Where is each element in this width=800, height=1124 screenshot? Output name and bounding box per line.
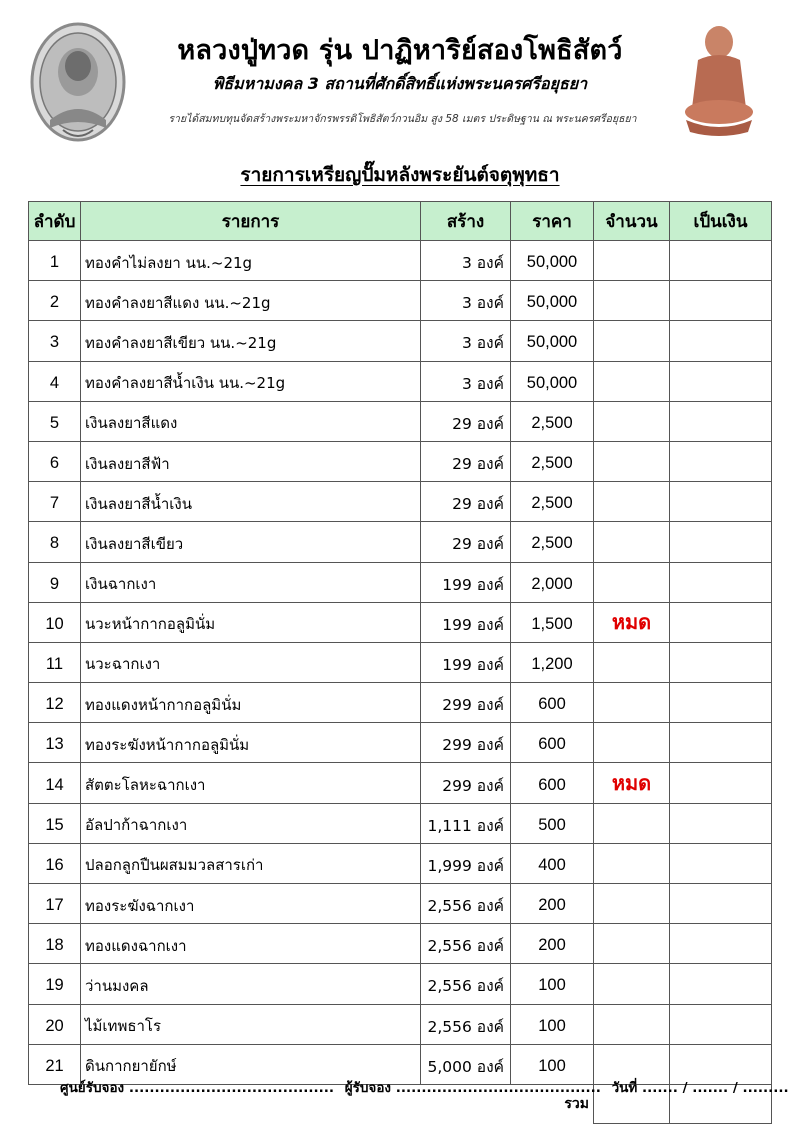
row-price: 1,200	[511, 642, 594, 682]
row-quantity-cell[interactable]	[594, 241, 670, 281]
row-made-count: 2,556 องค์	[421, 884, 511, 924]
row-number: 12	[29, 683, 81, 723]
table-row	[29, 281, 772, 321]
row-price: 500	[511, 803, 594, 843]
row-price: 600	[511, 723, 594, 763]
col-header-no: ลำดับ	[29, 202, 81, 241]
row-quantity-cell[interactable]	[594, 642, 670, 682]
row-amount-cell[interactable]	[670, 441, 772, 481]
row-made-count: 29 องค์	[421, 482, 511, 522]
row-amount-cell[interactable]	[670, 562, 772, 602]
row-price: 600	[511, 683, 594, 723]
row-item-name: ทองคำลงยาสีแดง นน.~21g	[81, 281, 421, 321]
row-quantity-cell[interactable]	[594, 441, 670, 481]
row-amount-cell[interactable]	[670, 281, 772, 321]
date-field[interactable]: วันที่ ....... / ....... / .........	[611, 1080, 789, 1096]
row-quantity-cell[interactable]	[594, 884, 670, 924]
col-header-price: ราคา	[511, 202, 594, 241]
row-item-name: ดินกากยายักษ์	[81, 1044, 421, 1084]
row-amount-cell[interactable]	[670, 884, 772, 924]
row-quantity-cell[interactable]	[594, 683, 670, 723]
row-number: 17	[29, 884, 81, 924]
soldout-mark: หมด	[611, 771, 652, 796]
row-item-name: เงินฉากเงา	[81, 562, 421, 602]
row-price: 50,000	[511, 281, 594, 321]
col-header-qty: จำนวน	[594, 202, 670, 241]
row-item-name: นวะหน้ากากอลูมินั่ม	[81, 602, 421, 642]
row-amount-cell[interactable]	[670, 723, 772, 763]
list-heading: รายการเหรียญปั๊มหลังพระยันต์จตุพุทธา	[240, 164, 560, 186]
row-made-count: 29 องค์	[421, 522, 511, 562]
row-item-name: นวะฉากเงา	[81, 642, 421, 682]
monk-statue-image	[676, 20, 762, 138]
table-row	[29, 683, 772, 723]
row-made-count: 3 องค์	[421, 361, 511, 401]
row-made-count: 29 องค์	[421, 441, 511, 481]
row-quantity-cell[interactable]	[594, 1004, 670, 1044]
row-made-count: 299 องค์	[421, 723, 511, 763]
row-made-count: 3 องค์	[421, 241, 511, 281]
row-item-name: เงินลงยาสีน้ำเงิน	[81, 482, 421, 522]
row-quantity-cell[interactable]	[594, 482, 670, 522]
table-row	[29, 482, 772, 522]
row-quantity-cell[interactable]	[594, 843, 670, 883]
table-row	[29, 924, 772, 964]
row-number: 13	[29, 723, 81, 763]
table-row	[29, 723, 772, 763]
row-number: 10	[29, 602, 81, 642]
row-amount-cell[interactable]	[670, 803, 772, 843]
row-number: 5	[29, 401, 81, 441]
col-header-item: รายการ	[81, 202, 421, 241]
row-amount-cell[interactable]	[670, 924, 772, 964]
row-price: 400	[511, 843, 594, 883]
total-label: รวม	[564, 1096, 589, 1113]
row-number: 21	[29, 1044, 81, 1084]
row-made-count: 29 องค์	[421, 401, 511, 441]
row-price: 2,500	[511, 401, 594, 441]
table-row	[29, 562, 772, 602]
row-quantity-cell[interactable]	[594, 803, 670, 843]
row-price: 1,500	[511, 602, 594, 642]
row-amount-cell[interactable]	[670, 522, 772, 562]
page-tagline: รายได้สมทบทุนจัดสร้างพระมหาจักรพรรดิโพธิสัตว์กวนอิม สูง 58 เมตร ประดิษฐาน ณ พระนครศรีอยุธยา	[168, 113, 637, 125]
row-amount-cell[interactable]	[670, 1004, 772, 1044]
row-number: 1	[29, 241, 81, 281]
row-quantity-cell[interactable]	[594, 401, 670, 441]
col-header-made: สร้าง	[421, 202, 511, 241]
row-number: 3	[29, 321, 81, 361]
soldout-mark: หมด	[611, 610, 652, 635]
row-price: 2,500	[511, 482, 594, 522]
row-made-count: 2,556 องค์	[421, 1004, 511, 1044]
receiver-field[interactable]: ผู้รับจอง ........................................	[344, 1080, 601, 1096]
row-price: 50,000	[511, 241, 594, 281]
row-made-count: 199 องค์	[421, 602, 511, 642]
row-quantity-cell[interactable]	[594, 321, 670, 361]
price-table	[28, 201, 772, 1124]
row-made-count: 1,111 องค์	[421, 803, 511, 843]
row-made-count: 1,999 องค์	[421, 843, 511, 883]
row-made-count: 2,556 องค์	[421, 964, 511, 1004]
row-item-name: ทองคำลงยาสีเขียว นน.~21g	[81, 321, 421, 361]
row-made-count: 299 องค์	[421, 763, 511, 803]
row-number: 7	[29, 482, 81, 522]
page-subtitle: พิธีมหามงคล 3 สถานที่ศักดิ์สิทธิ์แห่งพระนครศรีอยุธยา	[212, 74, 588, 93]
row-quantity-cell[interactable]	[594, 602, 670, 642]
booking-footer	[60, 1076, 789, 1098]
row-amount-cell[interactable]	[670, 361, 772, 401]
table-row	[29, 884, 772, 924]
row-price: 100	[511, 1004, 594, 1044]
row-made-count: 5,000 องค์	[421, 1044, 511, 1084]
table-row	[29, 361, 772, 401]
table-row	[29, 321, 772, 361]
row-item-name: ทองระฆังหน้ากากอลูมินั่ม	[81, 723, 421, 763]
row-made-count: 2,556 องค์	[421, 924, 511, 964]
table-row	[29, 441, 772, 481]
row-item-name: สัตตะโลหะฉากเงา	[81, 763, 421, 803]
row-amount-cell[interactable]	[670, 683, 772, 723]
row-number: 2	[29, 281, 81, 321]
table-row	[29, 401, 772, 441]
row-number: 19	[29, 964, 81, 1004]
row-amount-cell[interactable]	[670, 602, 772, 642]
row-made-count: 199 องค์	[421, 562, 511, 602]
row-item-name: เงินลงยาสีฟ้า	[81, 441, 421, 481]
row-number: 4	[29, 361, 81, 401]
row-quantity-cell[interactable]	[594, 964, 670, 1004]
row-made-count: 199 องค์	[421, 642, 511, 682]
row-amount-cell[interactable]	[670, 964, 772, 1004]
row-price: 100	[511, 1044, 594, 1084]
row-amount-cell[interactable]	[670, 843, 772, 883]
row-quantity-cell[interactable]	[594, 763, 670, 803]
row-quantity-cell[interactable]	[594, 361, 670, 401]
row-price: 50,000	[511, 321, 594, 361]
row-number: 8	[29, 522, 81, 562]
table-row	[29, 642, 772, 682]
table-row	[29, 522, 772, 562]
row-item-name: ว่านมงคล	[81, 964, 421, 1004]
row-amount-cell[interactable]	[670, 321, 772, 361]
row-quantity-cell[interactable]	[594, 723, 670, 763]
row-amount-cell[interactable]	[670, 482, 772, 522]
row-number: 18	[29, 924, 81, 964]
row-price: 200	[511, 884, 594, 924]
row-item-name: ทองระฆังฉากเงา	[81, 884, 421, 924]
row-made-count: 3 องค์	[421, 281, 511, 321]
row-item-name: เงินลงยาสีเขียว	[81, 522, 421, 562]
row-price: 2,000	[511, 562, 594, 602]
row-number: 9	[29, 562, 81, 602]
row-price: 2,500	[511, 441, 594, 481]
row-price: 50,000	[511, 361, 594, 401]
row-item-name: อัลปาก้าฉากเงา	[81, 803, 421, 843]
row-amount-cell[interactable]	[670, 241, 772, 281]
row-item-name: ทองคำไม่ลงยา นน.~21g	[81, 241, 421, 281]
row-number: 16	[29, 843, 81, 883]
row-amount-cell[interactable]	[670, 763, 772, 803]
row-item-name: ทองแดงหน้ากากอลูมินั่ม	[81, 683, 421, 723]
table-row	[29, 602, 772, 642]
table-row	[29, 1004, 772, 1044]
row-quantity-cell[interactable]	[594, 562, 670, 602]
row-made-count: 3 องค์	[421, 321, 511, 361]
page-title: หลวงปู่ทวด รุ่น ปาฏิหาริย์สองโพธิสัตว์	[177, 35, 623, 66]
row-quantity-cell[interactable]	[594, 281, 670, 321]
table-row	[29, 241, 772, 281]
amulet-medal-image	[28, 20, 128, 148]
row-number: 11	[29, 642, 81, 682]
row-quantity-cell[interactable]	[594, 522, 670, 562]
row-price: 600	[511, 763, 594, 803]
row-made-count: 299 องค์	[421, 683, 511, 723]
row-item-name: ปลอกลูกปืนผสมมวลสารเก่า	[81, 843, 421, 883]
row-quantity-cell[interactable]	[594, 924, 670, 964]
booking-center-field[interactable]: ศูนย์รับจอง ........................................	[60, 1080, 334, 1096]
table-header-row	[29, 202, 772, 241]
table-row	[29, 763, 772, 803]
row-number: 6	[29, 441, 81, 481]
row-price: 2,500	[511, 522, 594, 562]
table-row	[29, 843, 772, 883]
row-number: 14	[29, 763, 81, 803]
col-header-amount: เป็นเงิน	[670, 202, 772, 241]
row-number: 15	[29, 803, 81, 843]
row-price: 200	[511, 924, 594, 964]
row-amount-cell[interactable]	[670, 401, 772, 441]
row-number: 20	[29, 1004, 81, 1044]
table-row	[29, 803, 772, 843]
row-price: 100	[511, 964, 594, 1004]
row-amount-cell[interactable]	[670, 642, 772, 682]
row-item-name: ทองแดงฉากเงา	[81, 924, 421, 964]
table-row	[29, 964, 772, 1004]
page-header	[0, 0, 800, 150]
row-item-name: ไม้เทพธาโร	[81, 1004, 421, 1044]
row-item-name: เงินลงยาสีแดง	[81, 401, 421, 441]
row-item-name: ทองคำลงยาสีน้ำเงิน นน.~21g	[81, 361, 421, 401]
